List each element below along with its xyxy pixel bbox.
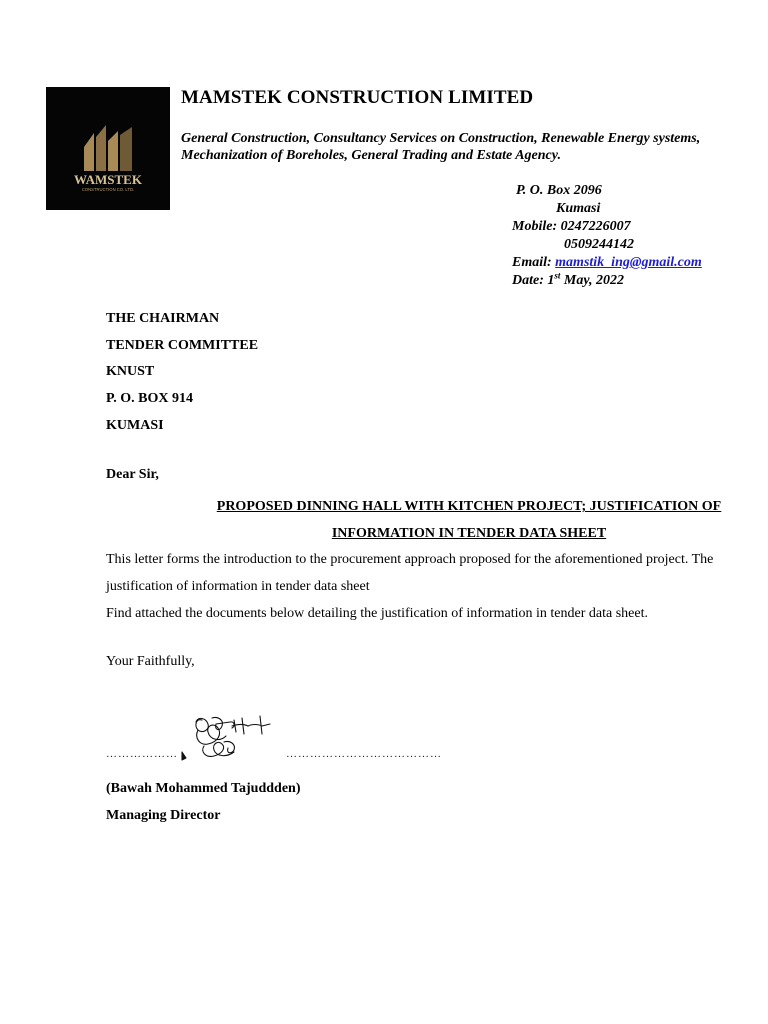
date-prefix: Date: 1 (512, 273, 555, 288)
contact-mobile-2: 0509244142 (564, 237, 634, 252)
date-ordinal: st (554, 270, 561, 281)
company-logo (46, 87, 170, 210)
signatory-block (106, 775, 301, 829)
contact-block (512, 182, 702, 290)
company-name: MAMSTEK CONSTRUCTION LIMITED (181, 87, 534, 108)
recipient-line-5: KUMASI (106, 417, 164, 433)
letter-body (106, 546, 766, 627)
recipient-address (106, 306, 258, 440)
contact-pobox: P. O. Box 2096 (516, 183, 602, 198)
contact-city: Kumasi (556, 201, 601, 216)
recipient-line-1: THE CHAIRMAN (106, 311, 220, 326)
contact-mobile: Mobile: 0247226007 (512, 219, 631, 234)
services-line-1: General Construction, Consultancy Services on Construction, Renewable Energy systems, (181, 131, 701, 146)
signature-dots-right: ………………………………… (286, 748, 442, 760)
company-services (181, 130, 761, 164)
contact-date (512, 272, 702, 290)
salutation: Dear Sir, (106, 467, 159, 482)
handwritten-signature (178, 712, 288, 769)
letter-subject (106, 493, 768, 547)
logo-text: WAMSTEK (74, 172, 142, 187)
signatory-name: (Bawah Mohammed Tajuddden) (106, 781, 301, 796)
signatory-title: Managing Director (106, 808, 221, 823)
body-line-1: This letter forms the introduction to the procurement approach proposed for the aforementioned project. The (106, 552, 714, 567)
subject-line-1: PROPOSED DINNING HALL WITH KITCHEN PROJECT; JUSTIFICATION OF (216, 499, 722, 514)
date-suffix: May, 2022 (560, 273, 625, 288)
logo-graphic (46, 87, 170, 210)
contact-email-line (512, 254, 702, 272)
email-link[interactable]: mamstik_ing@gmail.com (555, 255, 702, 270)
recipient-line-4: P. O. BOX 914 (106, 391, 193, 407)
body-line-2: justification of information in tender data sheet (106, 579, 370, 594)
logo-subtext: CONSTRUCTION CO. LTD. (81, 187, 135, 192)
recipient-line-2: TENDER COMMITTEE (106, 337, 259, 353)
closing: Your Faithfully, (106, 654, 195, 669)
services-line-2: Mechanization of Boreholes, General Trading and Estate Agency. (181, 148, 561, 163)
recipient-line-3: KNUST (106, 364, 155, 380)
email-label: Email: (512, 255, 556, 270)
subject-line-2: INFORMATION IN TENDER DATA SHEET (331, 526, 607, 541)
body-line-3: Find attached the documents below detailing the justification of information in tender data sheet. (106, 606, 648, 621)
signature-dots-left: ……………… (106, 748, 178, 760)
